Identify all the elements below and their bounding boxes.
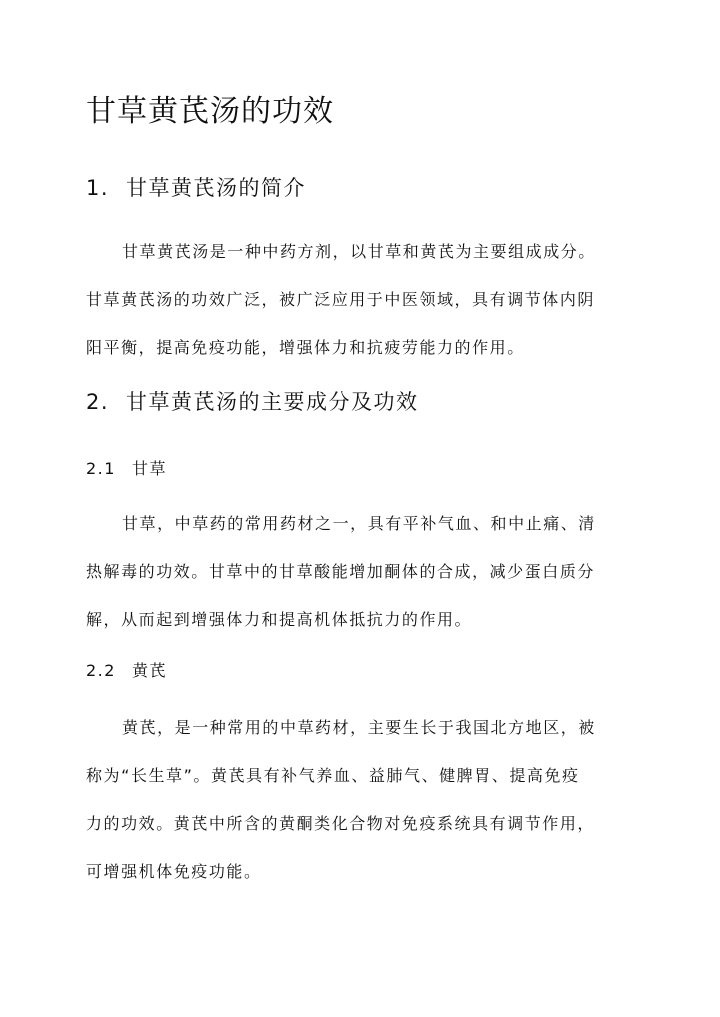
section-1-heading — [86, 172, 306, 202]
paragraph-line: 甘草，中草药的常用药材之一，具有平补气血、和中止痛、清 — [122, 514, 596, 533]
subsection-2-1-paragraph — [86, 500, 646, 644]
paragraph-line: 甘草黄芪汤是一种中药方剂，以甘草和黄芪为主要组成成分。 — [122, 242, 596, 261]
paragraph-line: 解，从而起到增强体力和提高机体抵抗力的作用。 — [86, 610, 473, 629]
paragraph-line: 甘草黄芪汤的功效广泛，被广泛应用于中医领域，具有调节体内阴 — [86, 290, 595, 309]
subsection-2-2-number: 2.2 — [86, 661, 116, 680]
section-1-paragraph — [86, 228, 646, 372]
subsection-2-2-paragraph — [86, 704, 646, 896]
paragraph-line: 黄芪，是一种常用的中草药材，主要生长于我国北方地区，被 — [122, 718, 596, 737]
paragraph-line: 力的功效。黄芪中所含的黄酮类化合物对免疫系统具有调节作用， — [86, 814, 595, 833]
subsection-2-1-heading — [86, 456, 167, 479]
subsection-2-2-heading — [86, 658, 167, 681]
section-1-title: 甘草黄芪汤的简介 — [126, 176, 306, 200]
subsection-2-2-title: 黄芪 — [132, 661, 168, 680]
paragraph-line: 热解毒的功效。甘草中的甘草酸能增加酮体的合成，减少蛋白质分 — [86, 562, 595, 581]
subsection-2-1-title: 甘草 — [132, 459, 168, 478]
section-2-title: 甘草黄芪汤的主要成分及功效 — [126, 390, 419, 414]
page-title: 甘草黄芪汤的功效 — [86, 94, 334, 129]
subsection-2-1-number: 2.1 — [86, 459, 116, 478]
paragraph-line: 称为“长生草”。黄芪具有补气养血、益肺气、健脾胃、提高免疫 — [86, 766, 580, 785]
section-2-number: 2. — [86, 390, 110, 414]
paragraph-line: 可增强机体免疫功能。 — [86, 862, 262, 881]
paragraph-line: 阳平衡，提高免疫功能，增强体力和抗疲劳能力的作用。 — [86, 338, 525, 357]
section-1-number: 1. — [86, 176, 110, 200]
section-2-heading — [86, 386, 419, 416]
